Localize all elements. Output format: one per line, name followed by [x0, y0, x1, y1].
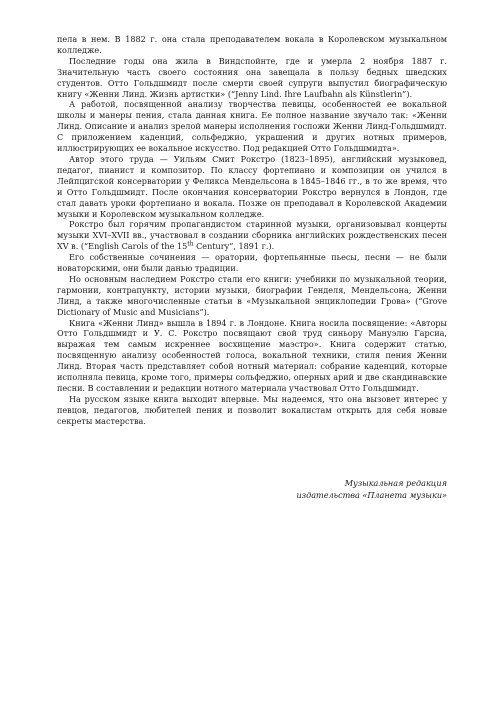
paragraph-4: Автор этого труда — Уильям Смит Рокстро (1823–1895), английский музыковед, педагог, пианист и композитор. По классу фортепиано и композиции он учился в Лейпцигской консерватории у Феликса Мендельсона в 1845–1846 гг., в то же время, что и Отто Гольдшмидт. После окончания консерватории Рокстро вернулся в Лондон, где стал давать уроки фортепиано и вокала. Позже он преподавал в Королевской Академии музыки и Королевском музыкальном колледже. [57, 153, 447, 219]
paragraph-7: Но основным наследием Рокстро стали его книги: учебники по музыкальной теории, гармонии, контрапункту, истории музыки, биографии Генделя, Мендельсона, Женни Линд, а также многочисленные статьи в «Музыкальной энциклопедии Грова» (“Grove Dictionary of Music and Musicians”). [57, 273, 447, 317]
editorial-signature [296, 478, 447, 501]
paragraph-6: Его собственные сочинения — оратории, фортепьянные пьесы, песни — не были новаторскими, они были данью традиции. [57, 252, 447, 274]
signature-line-2: издательства «Планета музыки» [296, 489, 447, 500]
paragraph-8: Книга «Женни Линд» вышла в 1894 г. в Лондоне. Книга носила посвящение: «Авторы Отто Гольдшмидт и У. С. Рокстро посвящают свой труд синьору Мануэлю Гарсиа, выражая тем самым искреннее восхищение маэстро». Книга содержит статью, посвященную анализу особенностей голоса, вокальной техники, стиля пения Женни Линд. Вторая часть представляет собой нотный материал: собрание каденций, которые исполняла певица, кроме того, примеры сольфеджио, оперных арий и две скандинавские песни. В составлении и редакции нотного материала участвовал Отто Гольдшмидт. [57, 317, 447, 393]
paragraph-3: А работой, посвященной анализу творчества певицы, особенностей ее вокальной школы и манеры пения, стала данная книга. Ее полное название звучало так: «Женни Линд. Описание и анализ зрелой манеры исполнения госпожи Женни Линд-Гольдшмидт. С приложением каденций, сольфеджио, украшений и других нотных примеров, иллюстрирующих ее вокальное искусство. Под редакцией Отто Гольдшмидта». [57, 99, 447, 154]
paragraph-2: Последние годы она жила в Виндспойнте, где и умерла 2 ноября 1887 г. Значительную часть своего состояния она завещала в пользу бедных шведских студентов. Отто Гольдшмидт после смерти своей супруги выпустил биографическую книгу «Женни Линд. Жизнь артистки» (“Jenny Lind. Ihre Laufbahn als Künstlerin”). [57, 55, 447, 99]
ordinal-suffix: th [187, 240, 194, 248]
paragraph-1: пела в нем. В 1882 г. она стала преподавателем вокала в Королевском музыкальном колледже. [57, 34, 447, 55]
document-body [57, 34, 447, 427]
signature-line-1: Музыкальная редакция [344, 478, 447, 488]
paragraph-9: На русском языке книга выходит впервые. Мы надеемся, что она вызовет интерес у певцов, педагогов, любителей пения и позволит вокалистам открыть для себя новые секреты мастерства. [57, 393, 447, 426]
paragraph-5: Рокстро был горячим пропагандистом старинной музыки, организовывал концерты музыки XVI–XVII вв., участвовал в создании сборника английских рождественских песен XV в. (“English Carols of the 15th Century”, 1891 г.). [57, 219, 447, 252]
